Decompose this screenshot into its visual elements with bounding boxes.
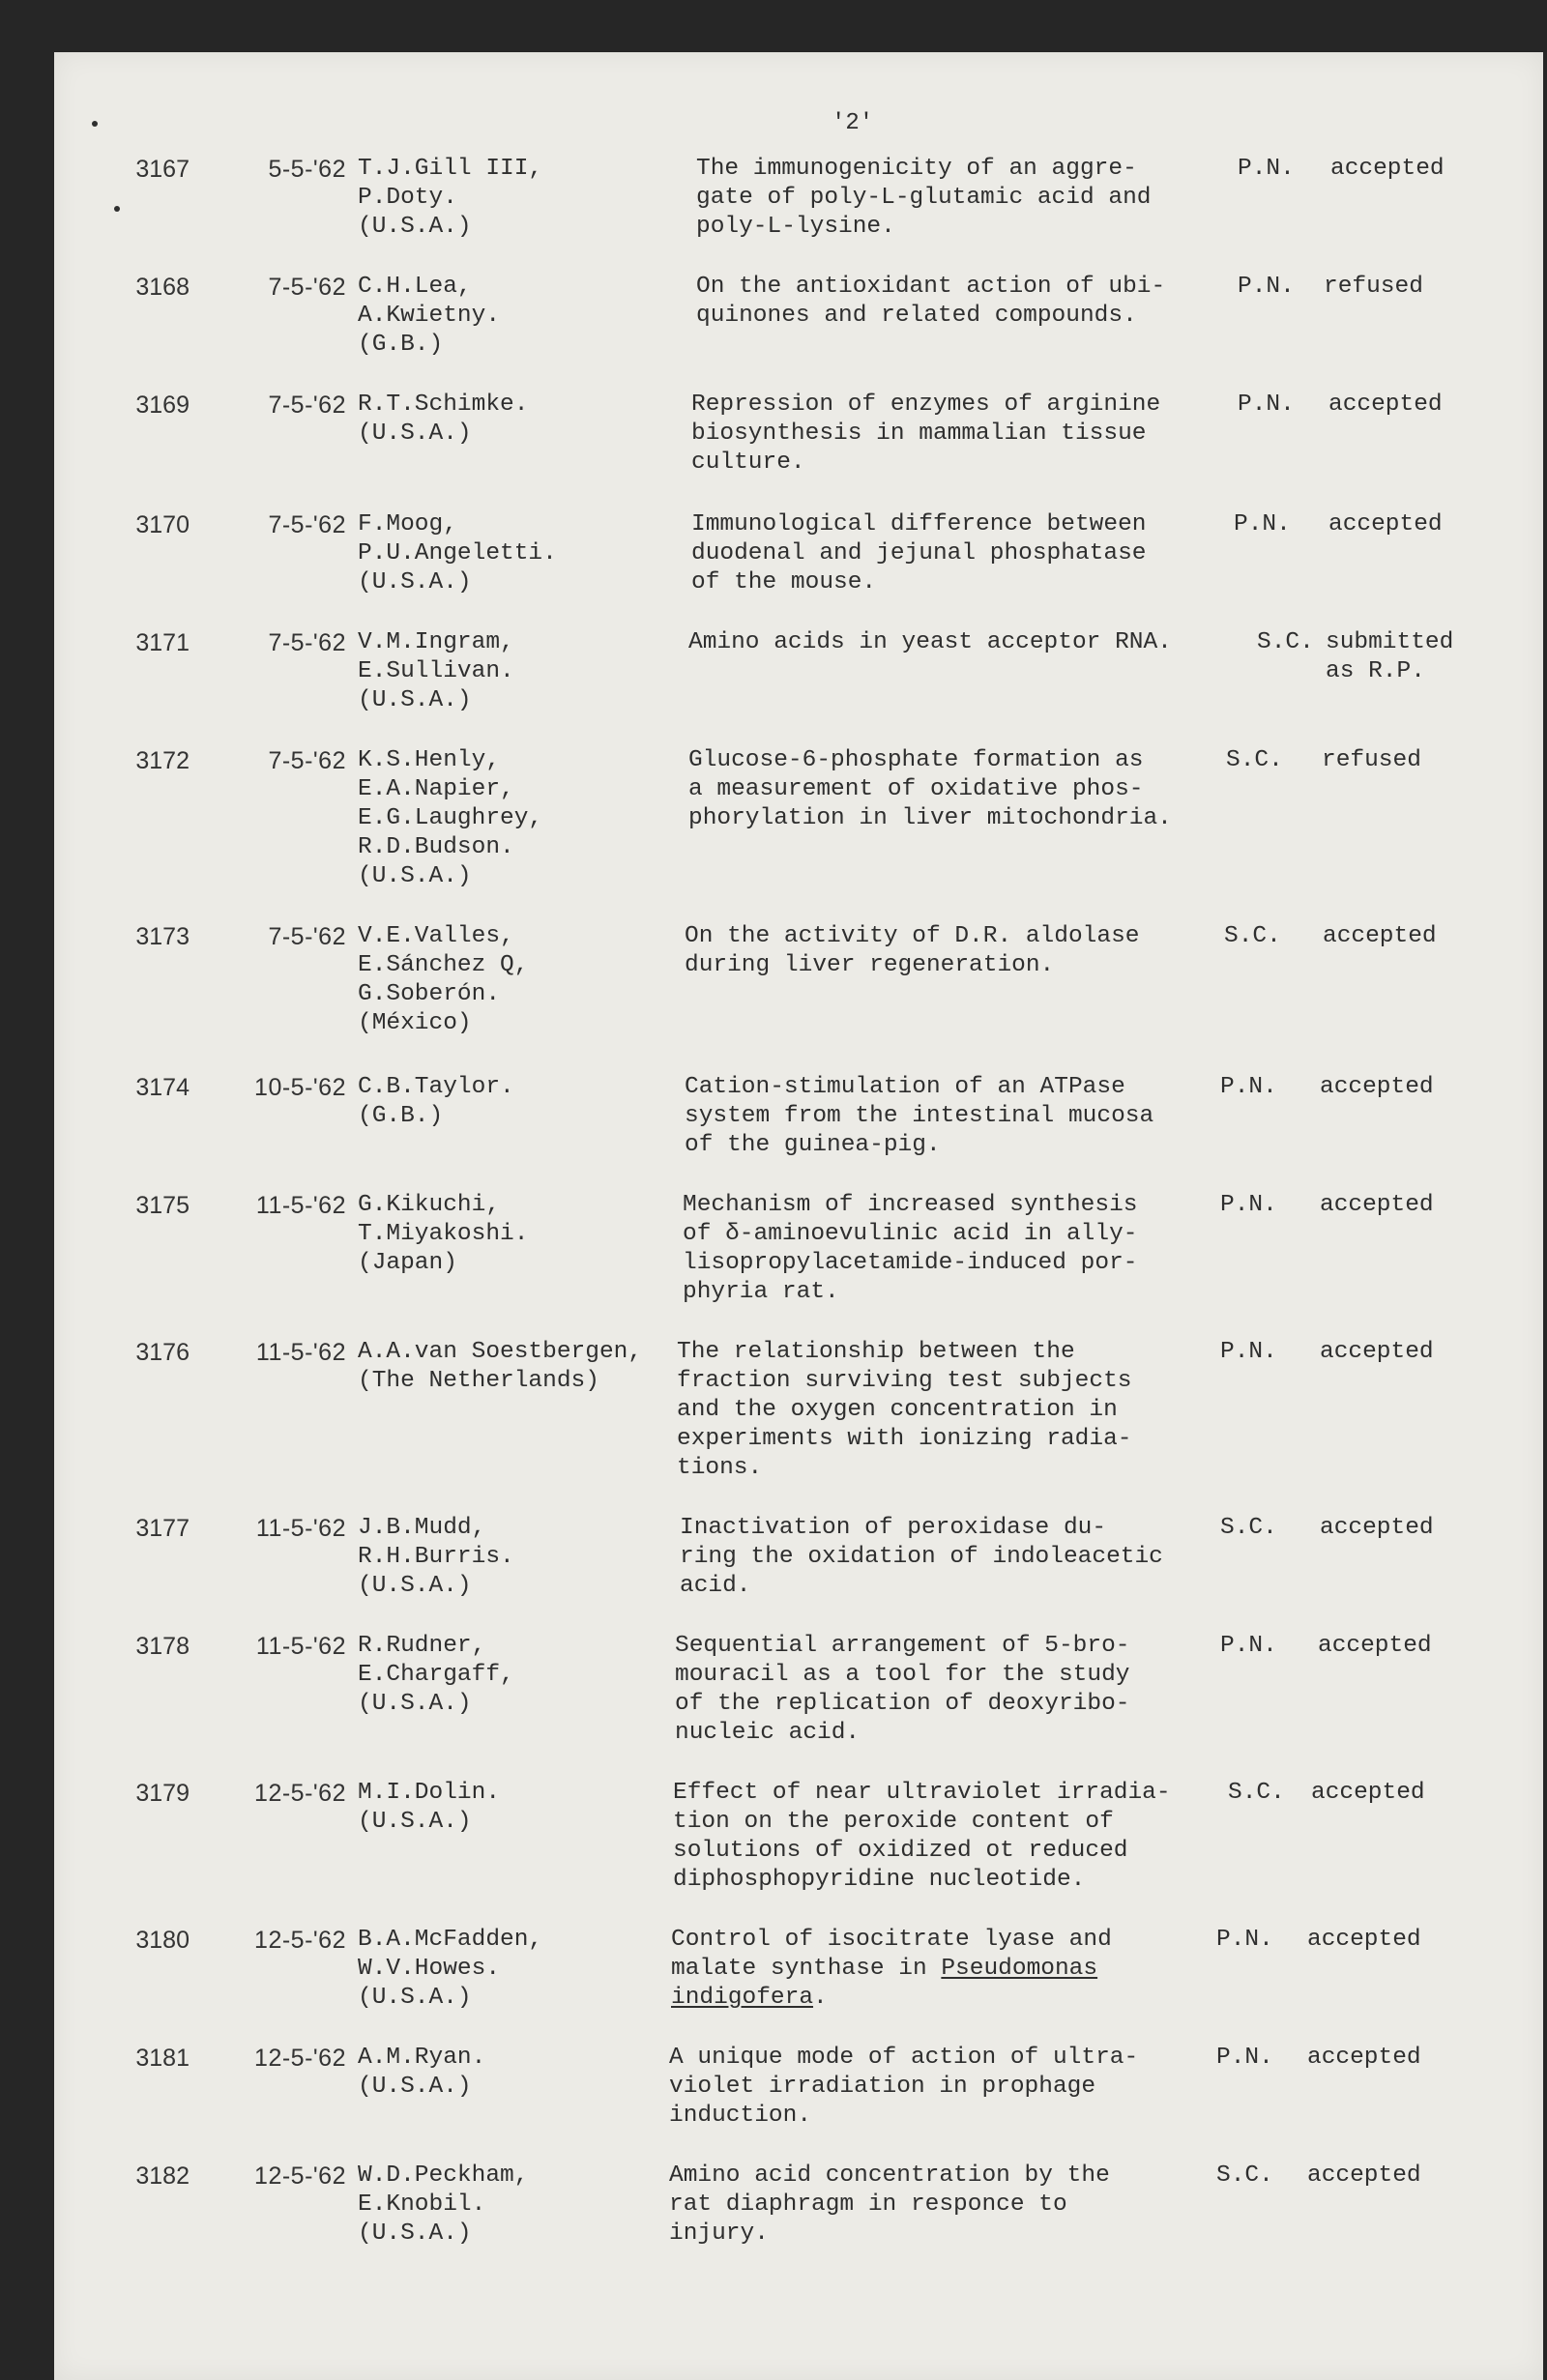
entry-decision [1307,1926,1421,1955]
entry-authors [358,510,696,597]
entry-decision [1307,2044,1421,2073]
entry-number: 3182 [135,2162,190,2190]
decision-line: accepted [1330,156,1445,182]
title-line: lisopropylacetamide-induced por- [683,1250,1138,1276]
entry-decision [1311,1779,1425,1808]
author-line: M.I.Dolin. [358,1780,501,1806]
decision-line: accepted [1307,1927,1421,1953]
entry-classification: S.C. [1224,923,1281,949]
author-line: P.U.Angeletti. [358,540,557,566]
author-line: (The Netherlands) [358,1368,599,1394]
title-line: quinones and related compounds. [696,303,1137,329]
entry-decision [1320,1338,1434,1367]
author-line: F.Moog, [358,511,457,537]
entry-date: 7-5-'62 [268,629,346,656]
decision-line: accepted [1318,1633,1432,1659]
author-line: T.Miyakoshi. [358,1221,529,1247]
author-line: (G.B.) [358,332,444,358]
entry-title [696,273,1276,331]
entry-authors [358,1779,696,1837]
decision-line: refused [1322,747,1421,773]
author-line: (México) [358,1010,472,1036]
entry-date: 11-5-'62 [255,1339,346,1366]
entry-title [675,1632,1255,1748]
entry-number: 3181 [135,2045,190,2072]
title-line: On the activity of D.R. aldolase [685,923,1140,949]
decision-line: refused [1324,274,1423,300]
author-line: C.H.Lea, [358,274,472,300]
entry-title [683,1191,1263,1307]
author-line: (U.S.A.) [358,1985,472,2011]
author-line: R.H.Burris. [358,1544,514,1570]
entry-number: 3180 [135,1927,190,1954]
entry-classification: P.N. [1234,511,1291,537]
decision-line: accepted [1307,2162,1421,2189]
title-line: gate of poly-L-glutamic acid and [696,185,1152,211]
title-line: phyria rat. [683,1279,839,1305]
entry-decision [1324,273,1423,302]
author-line: E.Chargaff, [358,1662,514,1688]
title-line: fraction surviving test subjects [677,1368,1132,1394]
title-line: of the mouse. [691,569,877,595]
title-line: Amino acid concentration by the [669,2162,1110,2189]
author-line: G.Kikuchi, [358,1192,501,1218]
entry-number: 3173 [135,923,190,950]
entry-authors [358,2162,696,2249]
entry-date: 12-5-'62 [254,2045,346,2072]
author-line: V.M.Ingram, [358,629,514,655]
entry-title [691,391,1271,478]
title-line: biosynthesis in mammalian tissue [691,421,1147,447]
entry-date: 11-5-'62 [255,1192,346,1219]
author-line: K.S.Henly, [358,747,501,773]
entry-authors [358,391,696,449]
entry-title [680,1514,1260,1601]
entry-decision [1328,510,1443,539]
species-name: indigofera [671,1985,814,2011]
entry-classification: P.N. [1220,1339,1277,1365]
entry-authors [358,922,696,1038]
decision-line: accepted [1328,511,1443,537]
entry-decision [1323,922,1437,951]
entry-title [685,1073,1265,1160]
author-line: T.J.Gill III, [358,156,543,182]
entry-decision [1320,1073,1434,1102]
title-line: ring the oxidation of indoleacetic [680,1544,1163,1570]
entry-number: 3171 [135,629,190,656]
entry-authors [358,746,696,891]
author-line: (U.S.A.) [358,863,472,889]
title-line: mouracil as a tool for the study [675,1662,1130,1688]
entry-authors [358,1073,696,1131]
entry-authors [358,1632,696,1719]
title-line: The relationship between the [677,1339,1075,1365]
author-line: (U.S.A.) [358,2074,472,2100]
author-line: J.B.Mudd, [358,1515,486,1541]
title-line: during liver regeneration. [685,952,1055,978]
title-line: tions. [677,1455,763,1481]
entry-authors [358,1191,696,1278]
entry-authors [358,628,696,715]
title-line: Cation-stimulation of an ATPase [685,1074,1125,1100]
decision-line: accepted [1320,1339,1434,1365]
decision-line: accepted [1307,2045,1421,2071]
author-line: C.B.Taylor. [358,1074,514,1100]
title-line: phorylation in liver mitochondria. [688,805,1172,831]
author-line: R.T.Schimke. [358,392,529,418]
title-line: indigofera. [671,1985,828,2011]
author-line: E.A.Napier, [358,776,514,802]
title-line: nucleic acid. [675,1720,861,1746]
author-line: (G.B.) [358,1103,444,1129]
decision-line: accepted [1311,1780,1425,1806]
entry-date: 11-5-'62 [255,1515,346,1542]
entry-date: 10-5-'62 [254,1074,346,1101]
title-line: a measurement of oxidative phos- [688,776,1144,802]
genus-name: Pseudomonas [941,1956,1098,1982]
author-line: G.Soberón. [358,981,501,1007]
author-line: A.Kwietny. [358,303,501,329]
entry-decision [1330,155,1445,184]
title-line: The immunogenicity of an aggre- [696,156,1137,182]
entry-classification: P.N. [1238,392,1295,418]
entry-number: 3167 [135,156,190,183]
entry-date: 11-5-'62 [255,1633,346,1660]
entry-classification: S.C. [1216,2162,1273,2189]
title-line: culture. [691,450,805,476]
entry-authors [358,273,696,360]
author-line: V.E.Valles, [358,923,514,949]
entry-date: 12-5-'62 [254,1927,346,1954]
title-line: injury. [669,2220,769,2247]
author-line: W.V.Howes. [358,1956,501,1982]
entry-number: 3174 [135,1074,190,1101]
entry-date: 7-5-'62 [268,923,346,950]
entry-title [696,155,1276,242]
decision-line: accepted [1320,1515,1434,1541]
author-line: P.Doty. [358,185,457,211]
entry-classification: P.N. [1238,156,1295,182]
author-line: (U.S.A.) [358,2220,472,2247]
entry-decision [1320,1514,1434,1543]
entry-number: 3178 [135,1633,190,1660]
author-line: W.D.Peckham, [358,2162,529,2189]
entry-date: 12-5-'62 [254,2162,346,2190]
author-line: E.Sullivan. [358,658,514,684]
author-line: A.A.van Soestbergen, [358,1339,643,1365]
title-line: solutions of oxidized ot reduced [673,1838,1128,1864]
decision-line: accepted [1320,1192,1434,1218]
title-line: of the guinea-pig. [685,1132,941,1158]
title-line: Sequential arrangement of 5-bro- [675,1633,1130,1659]
author-line: R.Rudner, [358,1633,486,1659]
entry-title [669,2044,1249,2131]
author-line: E.Knobil. [358,2191,486,2218]
entry-number: 3169 [135,392,190,419]
author-line: (U.S.A.) [358,214,472,240]
entry-date: 7-5-'62 [268,392,346,419]
decision-line: accepted [1328,392,1443,418]
entry-classification: S.C. [1226,747,1283,773]
decision-line: accepted [1323,923,1437,949]
entry-classification: P.N. [1216,1927,1273,1953]
author-line: A.M.Ryan. [358,2045,486,2071]
title-line: malate synthase in Pseudomonas [671,1956,1098,1982]
entry-decision [1328,391,1443,420]
entry-title [671,1926,1251,2013]
entry-classification: P.N. [1220,1192,1277,1218]
title-line: Control of isocitrate lyase and [671,1927,1112,1953]
title-line: Effect of near ultraviolet irradia- [673,1780,1171,1806]
entry-title [691,510,1271,597]
title-line: of δ-aminoevulinic acid in ally- [683,1221,1138,1247]
entry-classification: P.N. [1216,2045,1273,2071]
title-line: experiments with ionizing radia- [677,1426,1132,1452]
author-line: (U.S.A.) [358,421,472,447]
title-line: tion on the peroxide content of [673,1809,1114,1835]
entry-number: 3170 [135,511,190,538]
entry-decision [1318,1632,1432,1661]
entry-number: 3177 [135,1515,190,1542]
title-line: Glucose-6-phosphate formation as [688,747,1144,773]
entry-classification: P.N. [1220,1074,1277,1100]
entry-date: 7-5-'62 [268,747,346,774]
entry-decision [1320,1191,1434,1220]
title-line: A unique mode of action of ultra- [669,2045,1139,2071]
decision-line: accepted [1320,1074,1434,1100]
entry-number: 3179 [135,1780,190,1807]
author-line: (U.S.A.) [358,569,472,595]
title-line: Immunological difference between [691,511,1147,537]
entry-number: 3168 [135,274,190,301]
title-line: Repression of enzymes of arginine [691,392,1161,418]
title-line: of the replication of deoxyribo- [675,1691,1130,1717]
entry-decision [1326,628,1453,686]
title-line: duodenal and jejunal phosphatase [691,540,1147,566]
entry-decision [1322,746,1421,775]
author-line: E.Sánchez Q, [358,952,529,978]
title-line: Inactivation of peroxidase du- [680,1515,1107,1541]
entry-title [688,746,1269,833]
entry-title [669,2162,1249,2249]
author-line: (U.S.A.) [358,687,472,713]
title-line: acid. [680,1573,751,1599]
entry-number: 3175 [135,1192,190,1219]
entry-authors [358,155,696,242]
entry-authors [358,2044,696,2102]
entry-classification: P.N. [1220,1633,1277,1659]
entry-classification: S.C. [1228,1780,1285,1806]
entry-classification: S.C. [1220,1515,1277,1541]
title-line: On the antioxidant action of ubi- [696,274,1166,300]
title-line: system from the intestinal mucosa [685,1103,1154,1129]
entry-title [677,1338,1257,1483]
decision-line: submitted [1326,629,1454,655]
entry-date: 7-5-'62 [268,274,346,301]
author-line: (U.S.A.) [358,1809,472,1835]
decision-line: as R.P. [1326,658,1425,684]
author-line: (Japan) [358,1250,457,1276]
title-line: induction. [669,2103,812,2129]
entry-number: 3176 [135,1339,190,1366]
entry-date: 7-5-'62 [268,511,346,538]
entry-title [688,628,1269,657]
author-line: (U.S.A.) [358,1573,472,1599]
title-line: rat diaphragm in responce to [669,2191,1067,2218]
title-line: Mechanism of increased synthesis [683,1192,1138,1218]
title-line: poly-L-lysine. [696,214,895,240]
margin-mark [92,121,98,127]
entry-date: 5-5-'62 [268,156,346,183]
entry-title [673,1779,1253,1895]
entry-classification: P.N. [1238,274,1295,300]
author-line: (U.S.A.) [358,1691,472,1717]
title-line: and the oxygen concentration in [677,1397,1118,1423]
margin-mark [114,206,120,212]
author-line: E.G.Laughrey, [358,805,543,831]
author-line: R.D.Budson. [358,834,514,860]
title-line: violet irradiation in prophage [669,2074,1096,2100]
entry-authors [358,1514,696,1601]
entry-number: 3172 [135,747,190,774]
entry-date: 12-5-'62 [254,1780,346,1807]
author-line: B.A.McFadden, [358,1927,543,1953]
entry-authors [358,1926,696,2013]
entry-authors [358,1338,696,1396]
title-line: Amino acids in yeast acceptor RNA. [688,629,1172,655]
entry-classification: S.C. [1257,629,1314,655]
entry-title [685,922,1265,980]
entry-decision [1307,2162,1421,2191]
title-line: diphosphopyridine nucleotide. [673,1867,1086,1893]
page-number: '2' [832,110,874,136]
